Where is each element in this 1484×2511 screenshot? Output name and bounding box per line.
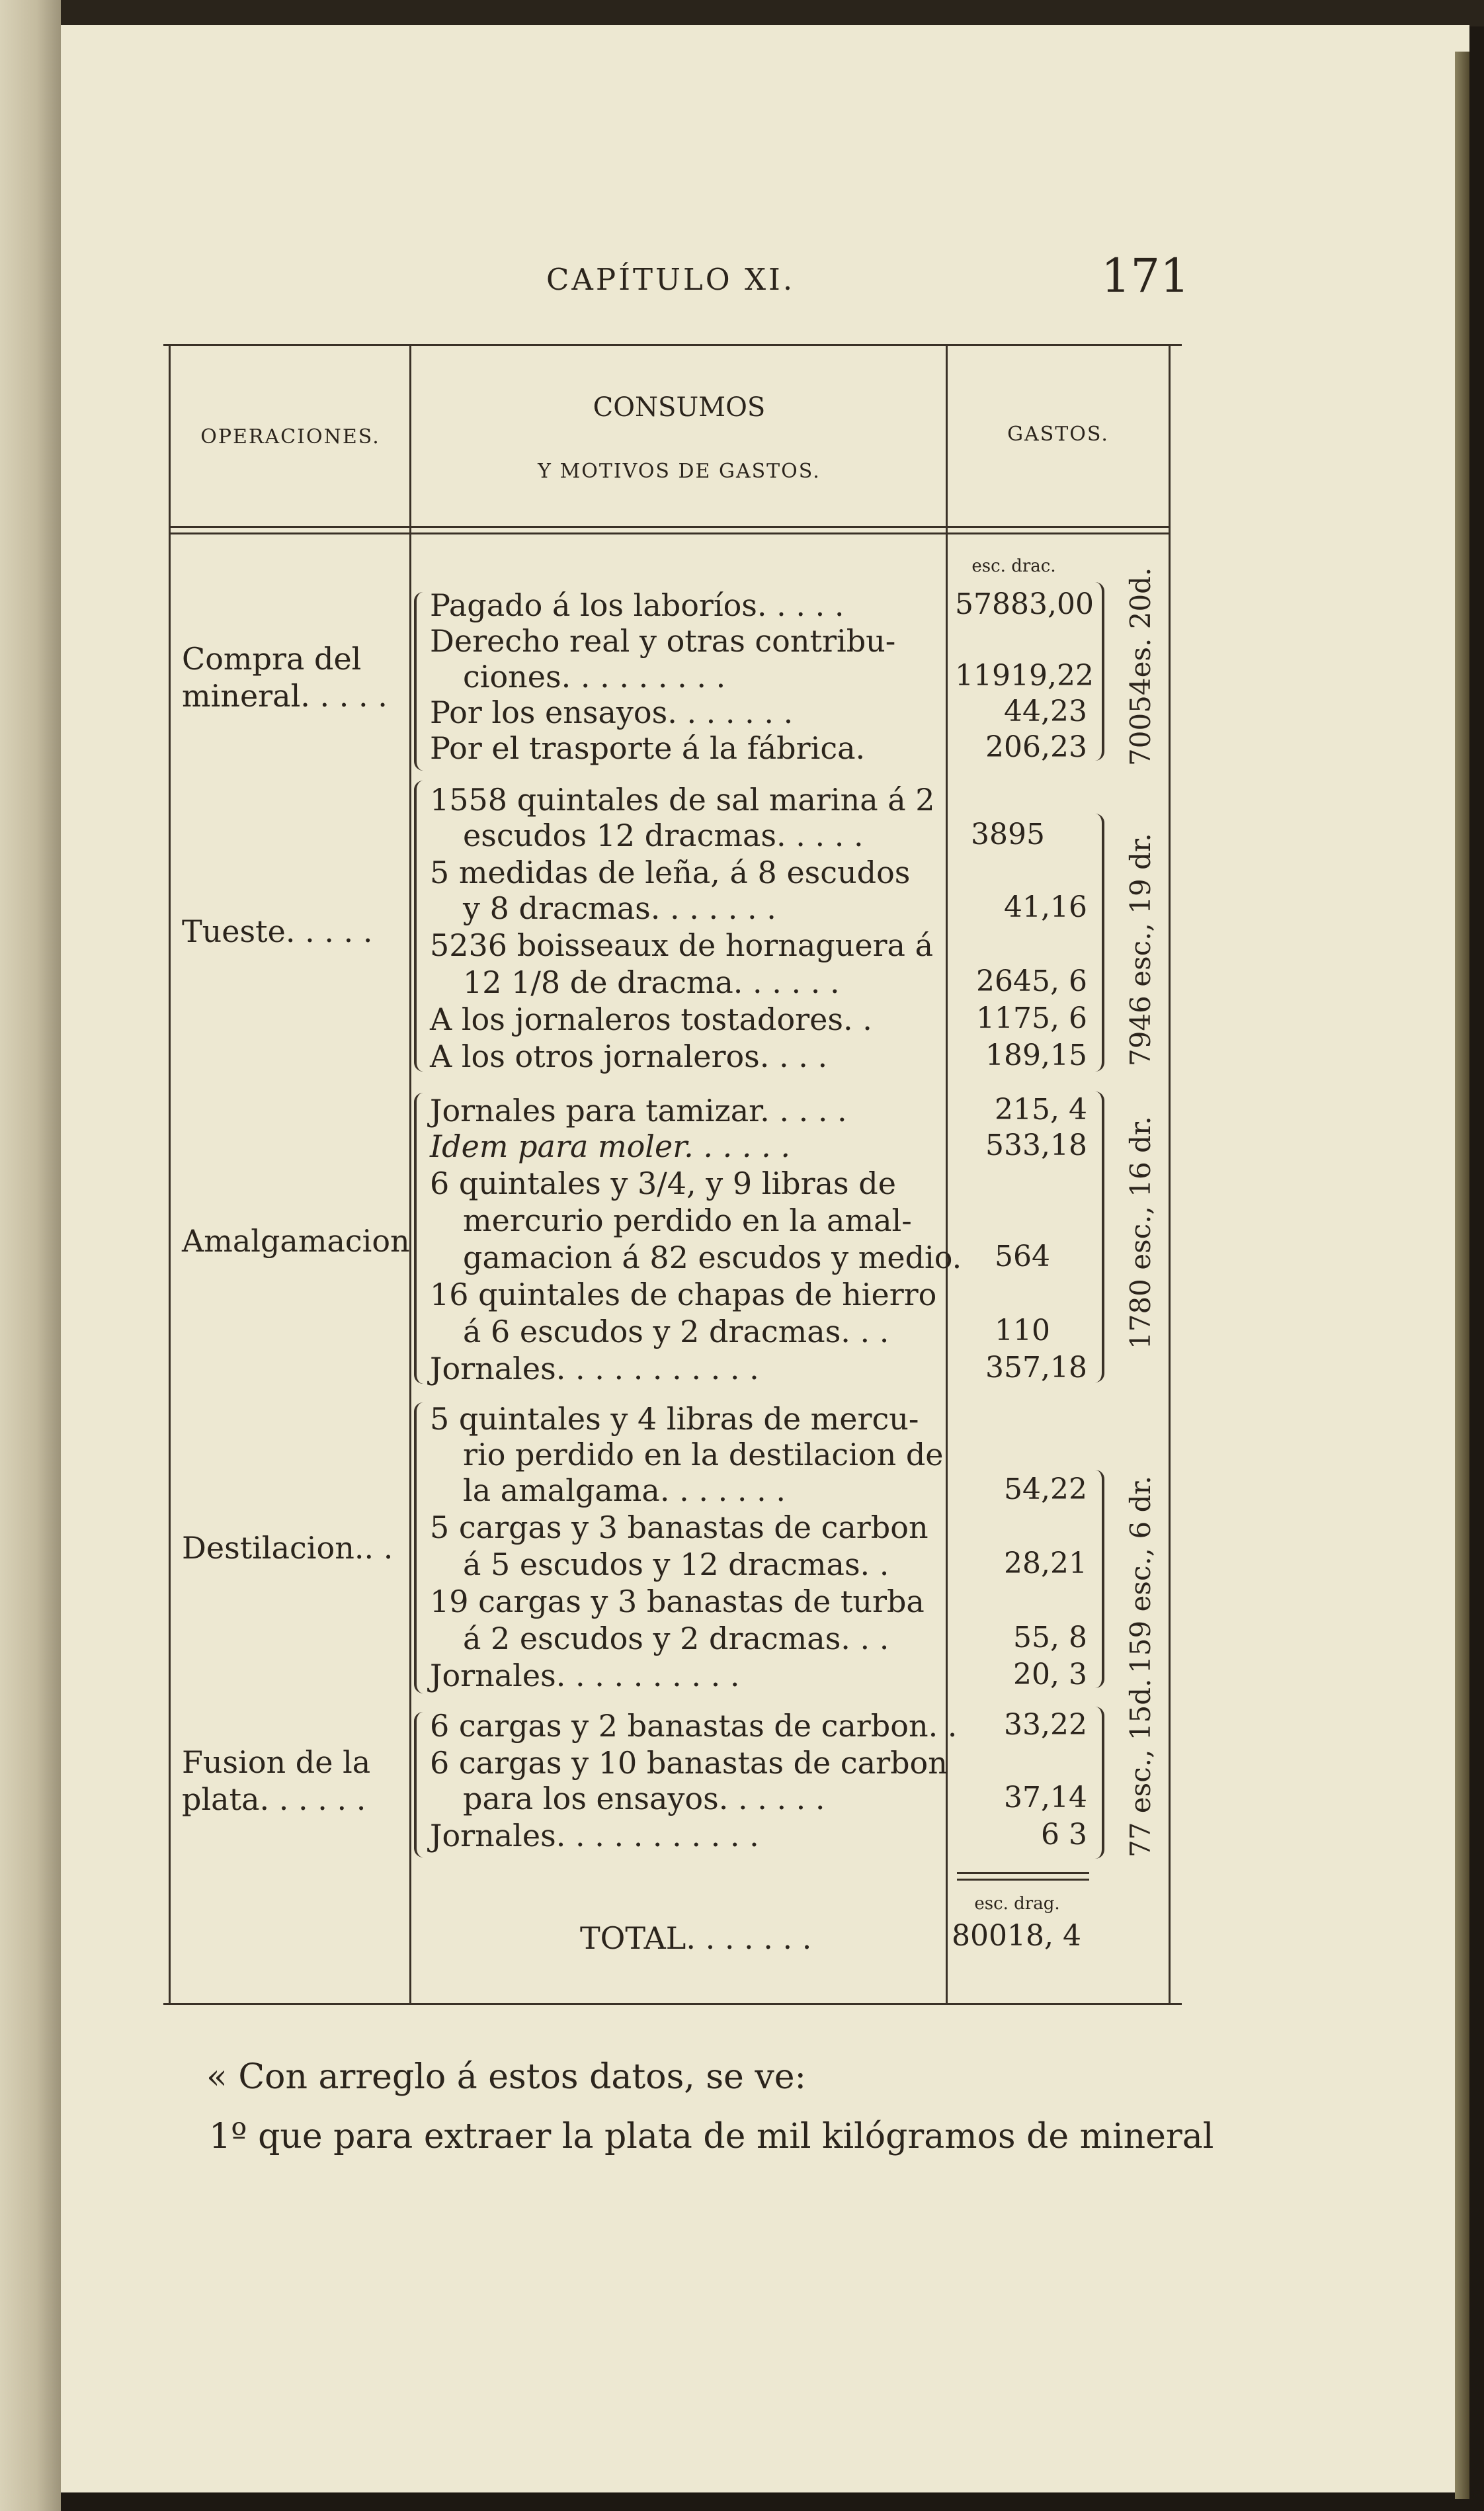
item-amount: 2645, 6 [976, 964, 1087, 998]
total-label: TOTAL. . . . . . . [580, 1920, 812, 1956]
item-text: Idem para moler. . . . . . [430, 1128, 791, 1164]
units-label: esc. drac. [971, 556, 1056, 576]
item-text: 19 cargas y 3 banastas de turba [430, 1584, 925, 1619]
item-text: y 8 dracmas. . . . . . . [463, 890, 776, 926]
item-amount: 54,22 [1004, 1472, 1087, 1506]
operation-fusion-line1: Fusion de la [182, 1744, 371, 1780]
rbrace-compra [1095, 582, 1104, 761]
subtotal-amalgamacion: 1780 esc., 16 dr. [1124, 1116, 1157, 1349]
item-amount: 41,16 [1004, 890, 1087, 924]
item-amount: 3895 [971, 818, 1045, 851]
rbrace-amalgamacion [1095, 1091, 1104, 1383]
item-amount: 57883,00 [955, 587, 1094, 621]
item-amount: 33,22 [1004, 1708, 1087, 1742]
subtotal-fusion: 77 esc., 15d. [1124, 1678, 1157, 1857]
brace-fusion [414, 1712, 423, 1857]
item-text: 5236 boisseaux de hornaguera á [430, 927, 933, 963]
operation-tueste: Tueste. . . . . [182, 914, 373, 949]
item-amount: 189,15 [985, 1039, 1087, 1072]
header-gastos: GASTOS. [1007, 423, 1109, 446]
item-text: á 6 escudos y 2 dracmas. . . [463, 1314, 889, 1349]
item-amount: 6 3 [1041, 1818, 1087, 1851]
total-units: esc. drag. [974, 1894, 1060, 1914]
item-text: 5 quintales y 4 libras de mercu- [430, 1401, 919, 1437]
item-amount: 44,23 [1004, 695, 1087, 728]
item-text: para los ensayos. . . . . . [463, 1781, 825, 1816]
item-amount: 357,18 [985, 1351, 1087, 1384]
item-text: Jornales. . . . . . . . . . . [430, 1351, 759, 1386]
rbrace-destilacion [1095, 1470, 1104, 1688]
item-text: escudos 12 dracmas. . . . . [463, 818, 864, 853]
subtotal-destilacion: 159 esc., 6 dr. [1124, 1475, 1157, 1674]
item-text: Derecho real y otras contribu- [430, 623, 896, 659]
footer-line-2: 1º que para extraer la plata de mil kilógramos de mineral [209, 2117, 1214, 2156]
item-text: 5 medidas de leña, á 8 escudos [430, 855, 911, 890]
page-number: 171 [1101, 249, 1190, 303]
item-amount: 37,14 [1004, 1781, 1087, 1814]
operation-compra-line1: Compra del [182, 641, 362, 677]
item-text: Por los ensayos. . . . . . . [430, 695, 794, 730]
footer-line-1: « Con arreglo á estos datos, se ve: [206, 2057, 807, 2097]
item-amount: 533,18 [985, 1128, 1087, 1162]
item-text: 6 cargas y 2 banastas de carbon. . [430, 1708, 958, 1744]
item-text: á 2 escudos y 2 dracmas. . . [463, 1621, 889, 1656]
header-separator-2 [169, 532, 1171, 534]
total-amount: 80018, 4 [952, 1919, 1081, 1953]
chapter-header: CAPÍTULO XI. [546, 262, 796, 297]
header-consumos: CONSUMOS [593, 392, 766, 423]
item-amount: 20, 3 [1013, 1658, 1087, 1691]
operation-amalgamacion: Amalgamacion [182, 1223, 410, 1259]
header-separator [169, 526, 1171, 528]
item-text: ciones. . . . . . . . . [463, 659, 726, 695]
brace-tueste [414, 781, 423, 1072]
item-text: Jornales. . . . . . . . . . . [430, 1818, 759, 1853]
brace-compra [414, 592, 423, 771]
item-amount: 110 [995, 1314, 1050, 1347]
subtotal-tueste: 7946 esc., 19 dr. [1124, 833, 1157, 1066]
item-text: Jornales. . . . . . . . . . [430, 1658, 740, 1693]
table-divider-ops [409, 346, 411, 2003]
book-binding [0, 0, 61, 2511]
rbrace-fusion [1095, 1707, 1104, 1859]
item-text: rio perdido en la destilacion de [463, 1437, 944, 1472]
table-right-border [1169, 346, 1171, 2003]
item-text: Pagado á los laboríos. . . . . [430, 587, 845, 623]
item-text: la amalgama. . . . . . . [463, 1472, 786, 1508]
item-text: 16 quintales de chapas de hierro [430, 1277, 937, 1312]
header-operations: OPERACIONES. [200, 425, 380, 448]
operation-fusion-line2: plata. . . . . . [182, 1781, 366, 1817]
operation-destilacion: Destilacion.. . [182, 1530, 393, 1566]
item-amount: 28,21 [1004, 1547, 1087, 1580]
item-amount: 11919,22 [955, 659, 1094, 693]
item-text: 1558 quintales de sal marina á 2 [430, 782, 935, 818]
item-text: gamacion á 82 escudos y medio. [463, 1240, 962, 1275]
item-text: 5 cargas y 3 banastas de carbon [430, 1510, 928, 1545]
item-text: 6 cargas y 10 banastas de carbon [430, 1745, 948, 1781]
brace-amalgamacion [414, 1093, 423, 1384]
item-text: A los jornaleros tostadores. . [430, 1001, 872, 1037]
item-text: Jornales para tamizar. . . . . [430, 1093, 847, 1128]
item-amount: 215, 4 [995, 1093, 1087, 1127]
total-rule-2 [957, 1879, 1089, 1881]
total-rule [957, 1872, 1089, 1874]
item-text: Por el trasporte á la fábrica. [430, 730, 866, 766]
table-left-border [169, 346, 171, 2003]
brace-destilacion [414, 1402, 423, 1693]
header-motivos: Y MOTIVOS DE GASTOS. [538, 460, 821, 483]
item-amount: 1175, 6 [976, 1001, 1087, 1035]
page-edge [1455, 52, 1469, 2499]
top-edge [61, 0, 1484, 26]
item-amount: 55, 8 [1013, 1621, 1087, 1654]
item-text: á 5 escudos y 12 dracmas. . [463, 1547, 889, 1582]
subtotal-compra: 70054es. 20d. [1124, 567, 1157, 766]
operation-compra-line2: mineral. . . . . [182, 678, 388, 714]
item-text: mercurio perdido en la amal- [463, 1203, 912, 1238]
item-text: 12 1/8 de dracma. . . . . . [463, 964, 840, 1000]
item-amount: 206,23 [985, 730, 1087, 764]
item-text: A los otros jornaleros. . . . [430, 1039, 828, 1074]
item-text: 6 quintales y 3/4, y 9 libras de [430, 1166, 896, 1201]
item-amount: 564 [995, 1240, 1050, 1273]
rbrace-tueste [1095, 814, 1104, 1072]
